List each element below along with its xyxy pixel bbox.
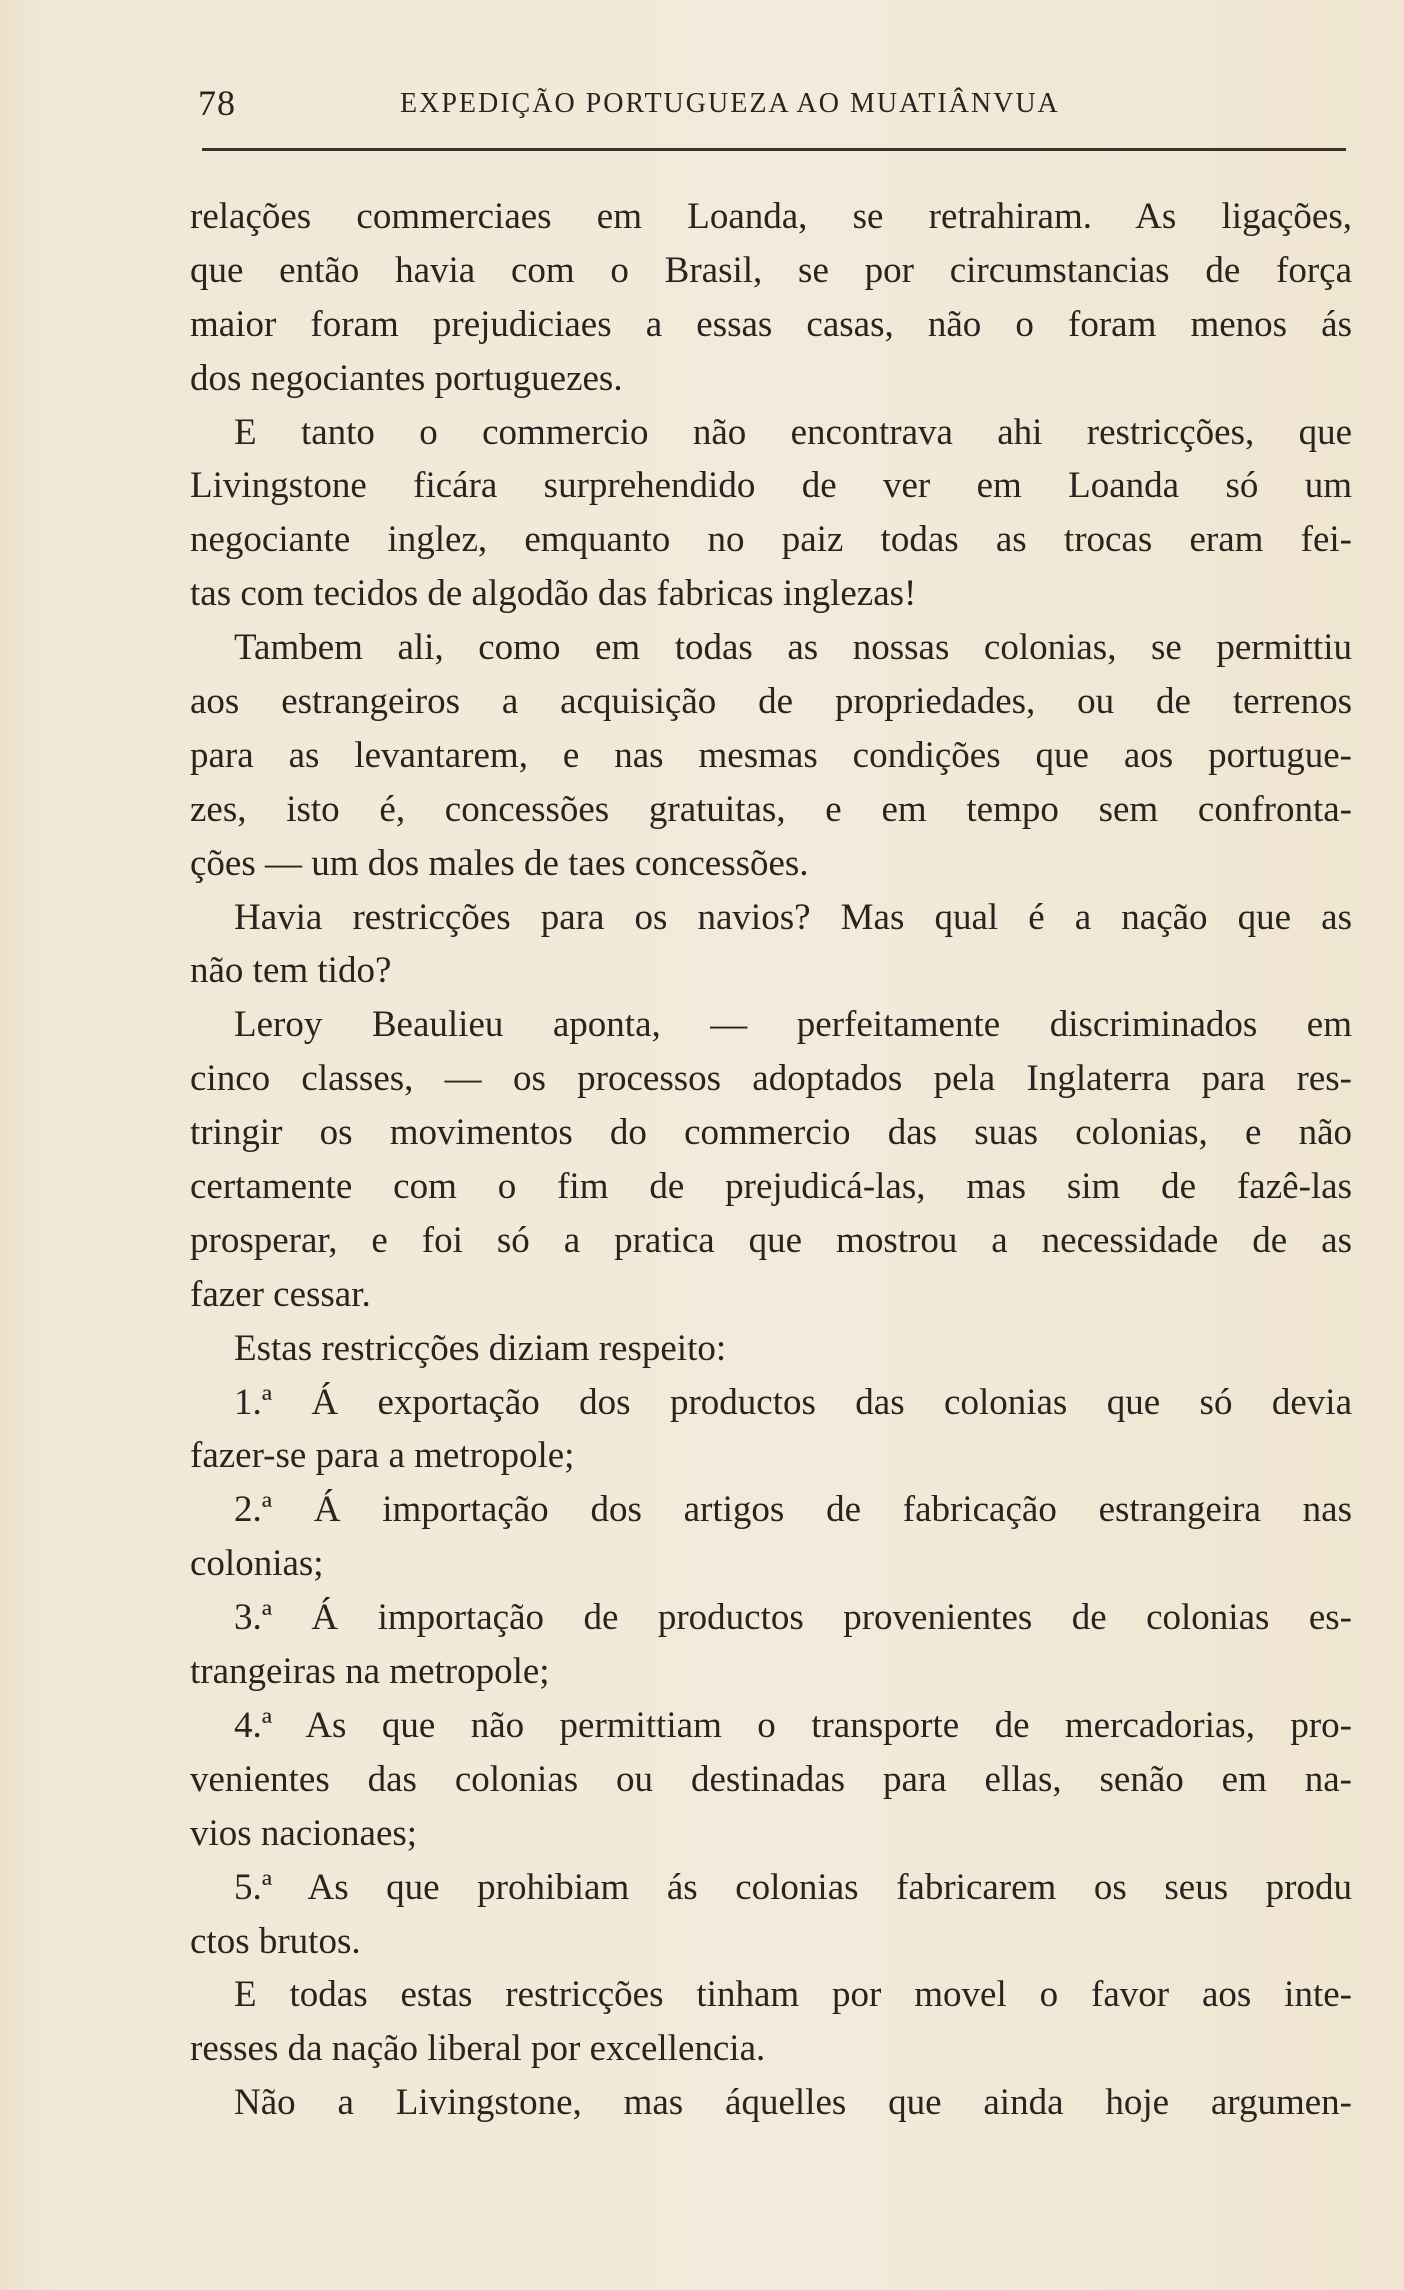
- text-line: negociante inglez, emquanto no paiz todas as trocas eram fei-: [190, 519, 1352, 561]
- text-line: maior foram prejudiciaes a essas casas, não o foram menos ás: [190, 303, 1352, 345]
- text-line: ções — um dos males de taes concessões.: [190, 842, 809, 884]
- text-line: prosperar, e foi só a pratica que mostrou a necessidade de as: [190, 1219, 1352, 1261]
- text-line: Livingstone ficára surprehendido de ver em Loanda só um: [190, 465, 1352, 507]
- text-line: para as levantarem, e nas mesmas condições que aos portugue-: [190, 734, 1352, 776]
- text-line: fazer-se para a metropole;: [190, 1435, 575, 1477]
- text-line: Havia restricções para os navios? Mas qual é a nação que as: [234, 896, 1352, 938]
- text-line: aos estrangeiros a acquisição de propriedades, ou de terrenos: [190, 681, 1352, 723]
- text-line: fazer cessar.: [190, 1273, 371, 1315]
- page-number: 78: [198, 83, 236, 123]
- text-line: certamente com o fim de prejudicá-las, mas sim de fazê-las: [190, 1166, 1352, 1208]
- text-line: cinco classes, — os processos adoptados pela Inglaterra para res-: [190, 1058, 1352, 1100]
- header-rule: [202, 148, 1346, 151]
- text-line: 3.ª Á importação de productos provenientes de colonias es-: [234, 1597, 1352, 1639]
- text-line: tas com tecidos de algodão das fabricas inglezas!: [190, 573, 917, 615]
- text-line: E todas estas restricções tinham por movel o favor aos inte-: [234, 1974, 1352, 2016]
- text-line: Estas restricções diziam respeito:: [234, 1327, 727, 1369]
- text-line: ctos brutos.: [190, 1920, 361, 1962]
- text-line: resses da nação liberal por excellencia.: [190, 2028, 766, 2070]
- text-line: venientes das colonias ou destinadas para ellas, senão em na-: [190, 1758, 1352, 1800]
- text-line: 5.ª As que prohibiam ás colonias fabricarem os seus produ: [234, 1866, 1352, 1908]
- page-header: [190, 82, 1346, 132]
- text-line: não tem tido?: [190, 950, 392, 992]
- body-text: [190, 190, 1352, 2130]
- text-line: tringir os movimentos do commercio das suas colonias, e não: [190, 1112, 1352, 1154]
- text-line: trangeiras na metropole;: [190, 1651, 550, 1693]
- text-line: colonias;: [190, 1543, 324, 1585]
- text-line: Tambem ali, como em todas as nossas colonias, se permittiu: [234, 627, 1352, 669]
- text-line: Leroy Beaulieu aponta, — perfeitamente discriminados em: [234, 1004, 1352, 1046]
- text-line: 2.ª Á importação dos artigos de fabricação estrangeira nas: [234, 1489, 1352, 1531]
- text-line: 4.ª As que não permittiam o transporte de mercadorias, pro-: [234, 1704, 1352, 1746]
- text-line: que então havia com o Brasil, se por circumstancias de força: [190, 249, 1352, 291]
- text-line: 1.ª Á exportação dos productos das colonias que só devia: [234, 1381, 1352, 1423]
- running-title: EXPEDIÇÃO PORTUGUEZA AO MUATIÂNVUA: [400, 88, 1060, 119]
- text-line: Não a Livingstone, mas áquelles que ainda hoje argumen-: [234, 2082, 1352, 2124]
- text-line: relações commerciaes em Loanda, se retrahiram. As ligações,: [190, 196, 1352, 237]
- text-line: vios nacionaes;: [190, 1812, 418, 1854]
- text-line: dos negociantes portuguezes.: [190, 357, 623, 399]
- text-line: E tanto o commercio não encontrava ahi restricções, que: [234, 411, 1352, 453]
- text-line: zes, isto é, concessões gratuitas, e em tempo sem confronta-: [190, 788, 1352, 830]
